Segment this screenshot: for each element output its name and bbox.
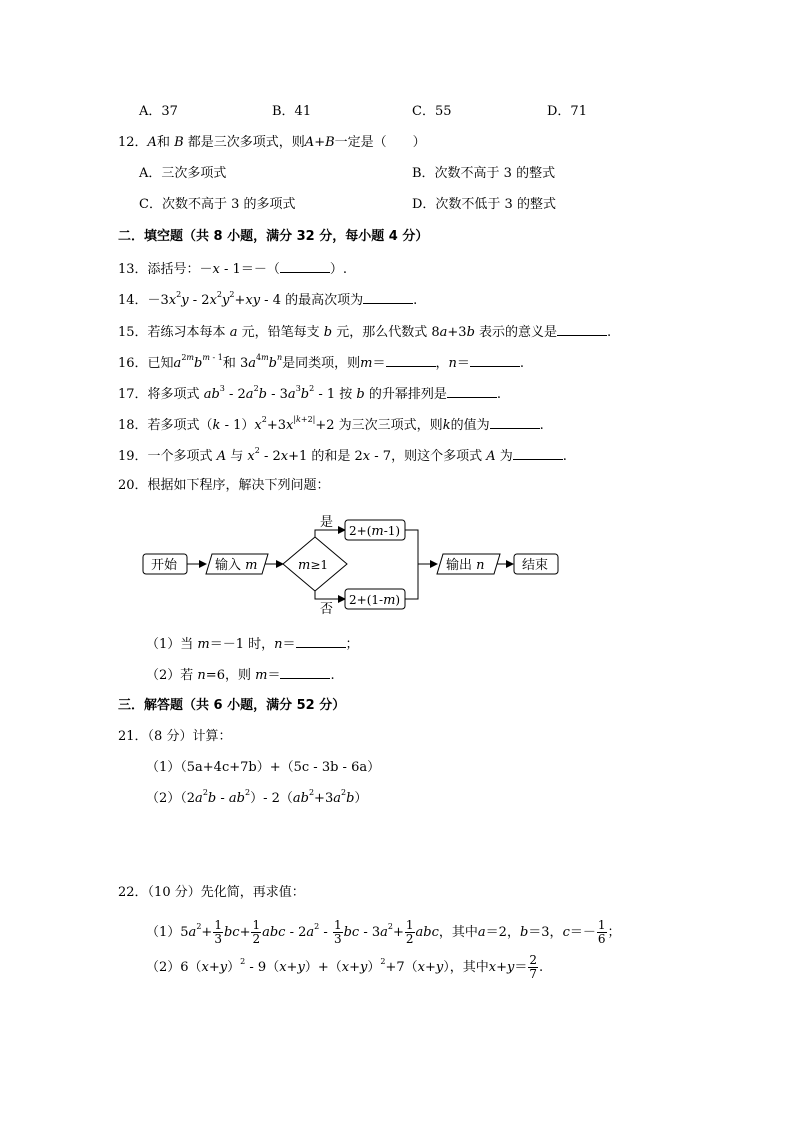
q12-option-b: B．次数不高于 3 的整式 xyxy=(412,166,556,181)
q13: 13．添括号：－x - 1＝－（ ）. xyxy=(118,259,347,279)
flow-output-label: 输出 n xyxy=(446,558,485,573)
q13-blank xyxy=(280,259,330,273)
flow-no-expr: 2+(1-m) xyxy=(349,593,401,608)
q12-option-c: C．次数不高于 3 的多项式 xyxy=(139,197,296,212)
q20-blank-2 xyxy=(280,665,330,679)
q22-part2: $(2)6(x+y)^2 - 9(x+y)+(x+y)^2+7(x+y)$，其中x+y＝ $\frac{2}{7}$ . xyxy=(146,953,544,981)
q16-blank-n xyxy=(470,353,520,367)
q14: 14．$-3x^2y - 2x^2y^2+xy - 4$ 的最高次项为 . xyxy=(118,290,418,308)
flow-no-label: 否 xyxy=(320,602,334,617)
q16-blank-m xyxy=(386,353,436,367)
q15-blank xyxy=(557,322,607,336)
q12-option-a: A．三次多项式 xyxy=(139,166,227,181)
q20-blank-1 xyxy=(296,634,346,648)
flow-start-label: 开始 xyxy=(151,558,178,573)
q18: 18．若多项式$(k - 1)x^2+3x^{|k+2|}+2$ 为三次三项式，则k的值为 . xyxy=(118,415,544,433)
q20-part2: （2）若 n=6，则 m＝ . xyxy=(146,665,335,685)
q20-stem: 20．根据如下程序，解决下列问题： xyxy=(118,478,330,493)
q21-part2: $(2)(2a^2b - ab^2)-$ $2(ab^2+3a^2b)$ xyxy=(146,788,368,806)
flow-yes-label: 是 xyxy=(320,515,334,530)
q14-blank xyxy=(363,290,413,304)
q22-stem: 22．（10 分）先化简，再求值： xyxy=(118,885,305,900)
flow-end-label: 结束 xyxy=(522,558,549,573)
q12-stem: 12．A和 B 都是三次多项式，则A+B一定是（ ） xyxy=(118,135,426,150)
q21-part1: （1）（5a+4c+7b）+（5c - 3b - 6a） xyxy=(146,760,381,775)
q11-option-a: A．37 xyxy=(139,104,178,119)
section-fill-in-title: 二．填空题（共 8 小题，满分 32 分，每小题 4 分） xyxy=(118,229,429,244)
q17: 17．将多项式 $ab^3 - 2a^2b - 3a^3b^2 - 1$ 按 b 的升幂排列是 . xyxy=(118,384,502,402)
q18-blank xyxy=(490,415,540,429)
q12-option-d: D．次数不低于 3 的整式 xyxy=(412,197,556,212)
q19-blank xyxy=(513,446,563,460)
q11-option-d: D．71 xyxy=(547,104,587,119)
q21-stem: 21．（8 分）计算： xyxy=(118,729,232,744)
flow-input-label: 输入 m xyxy=(215,558,258,573)
q17-blank xyxy=(447,384,497,398)
section-answer-title: 三．解答题（共 6 小题，满分 52 分） xyxy=(118,698,346,713)
q15: 15．若练习本每本 a 元，铅笔每支 b 元，那么代数式 8a+3b 表示的意义是 . xyxy=(118,322,611,342)
q11-option-c: C．55 xyxy=(412,104,452,119)
q11-option-b: B．41 xyxy=(272,104,312,119)
q16: 16．已知$a^{2m}b^{m - 1}$和 $3a^{4m}b^n$是同类项，则m＝ ，n＝ . xyxy=(118,353,525,371)
q20-part1: （1）当 m＝－1 时，n＝ ； xyxy=(146,634,359,654)
flow-yes-expr: 2+(m-1) xyxy=(349,524,401,539)
q22-part1: $(1)5a^2+$ $\frac{1}{3}$ bc+ $\frac{1}{2}$ abc - $2a^2$ - $\frac{1}{3}$ bc - $3a^2+$ $\frac{1}{2}$ abc，其中a＝2，b＝3，c＝－ $\frac{1}{6}$ ； xyxy=(146,918,621,946)
flow-decision-label: m≥1 xyxy=(298,558,329,573)
q19: 19．一个多项式 A 与 $x^2 - 2x+1$ 的和是 2x - 7，则这个多项式 A 为 . xyxy=(118,446,567,464)
flowchart xyxy=(140,510,570,620)
